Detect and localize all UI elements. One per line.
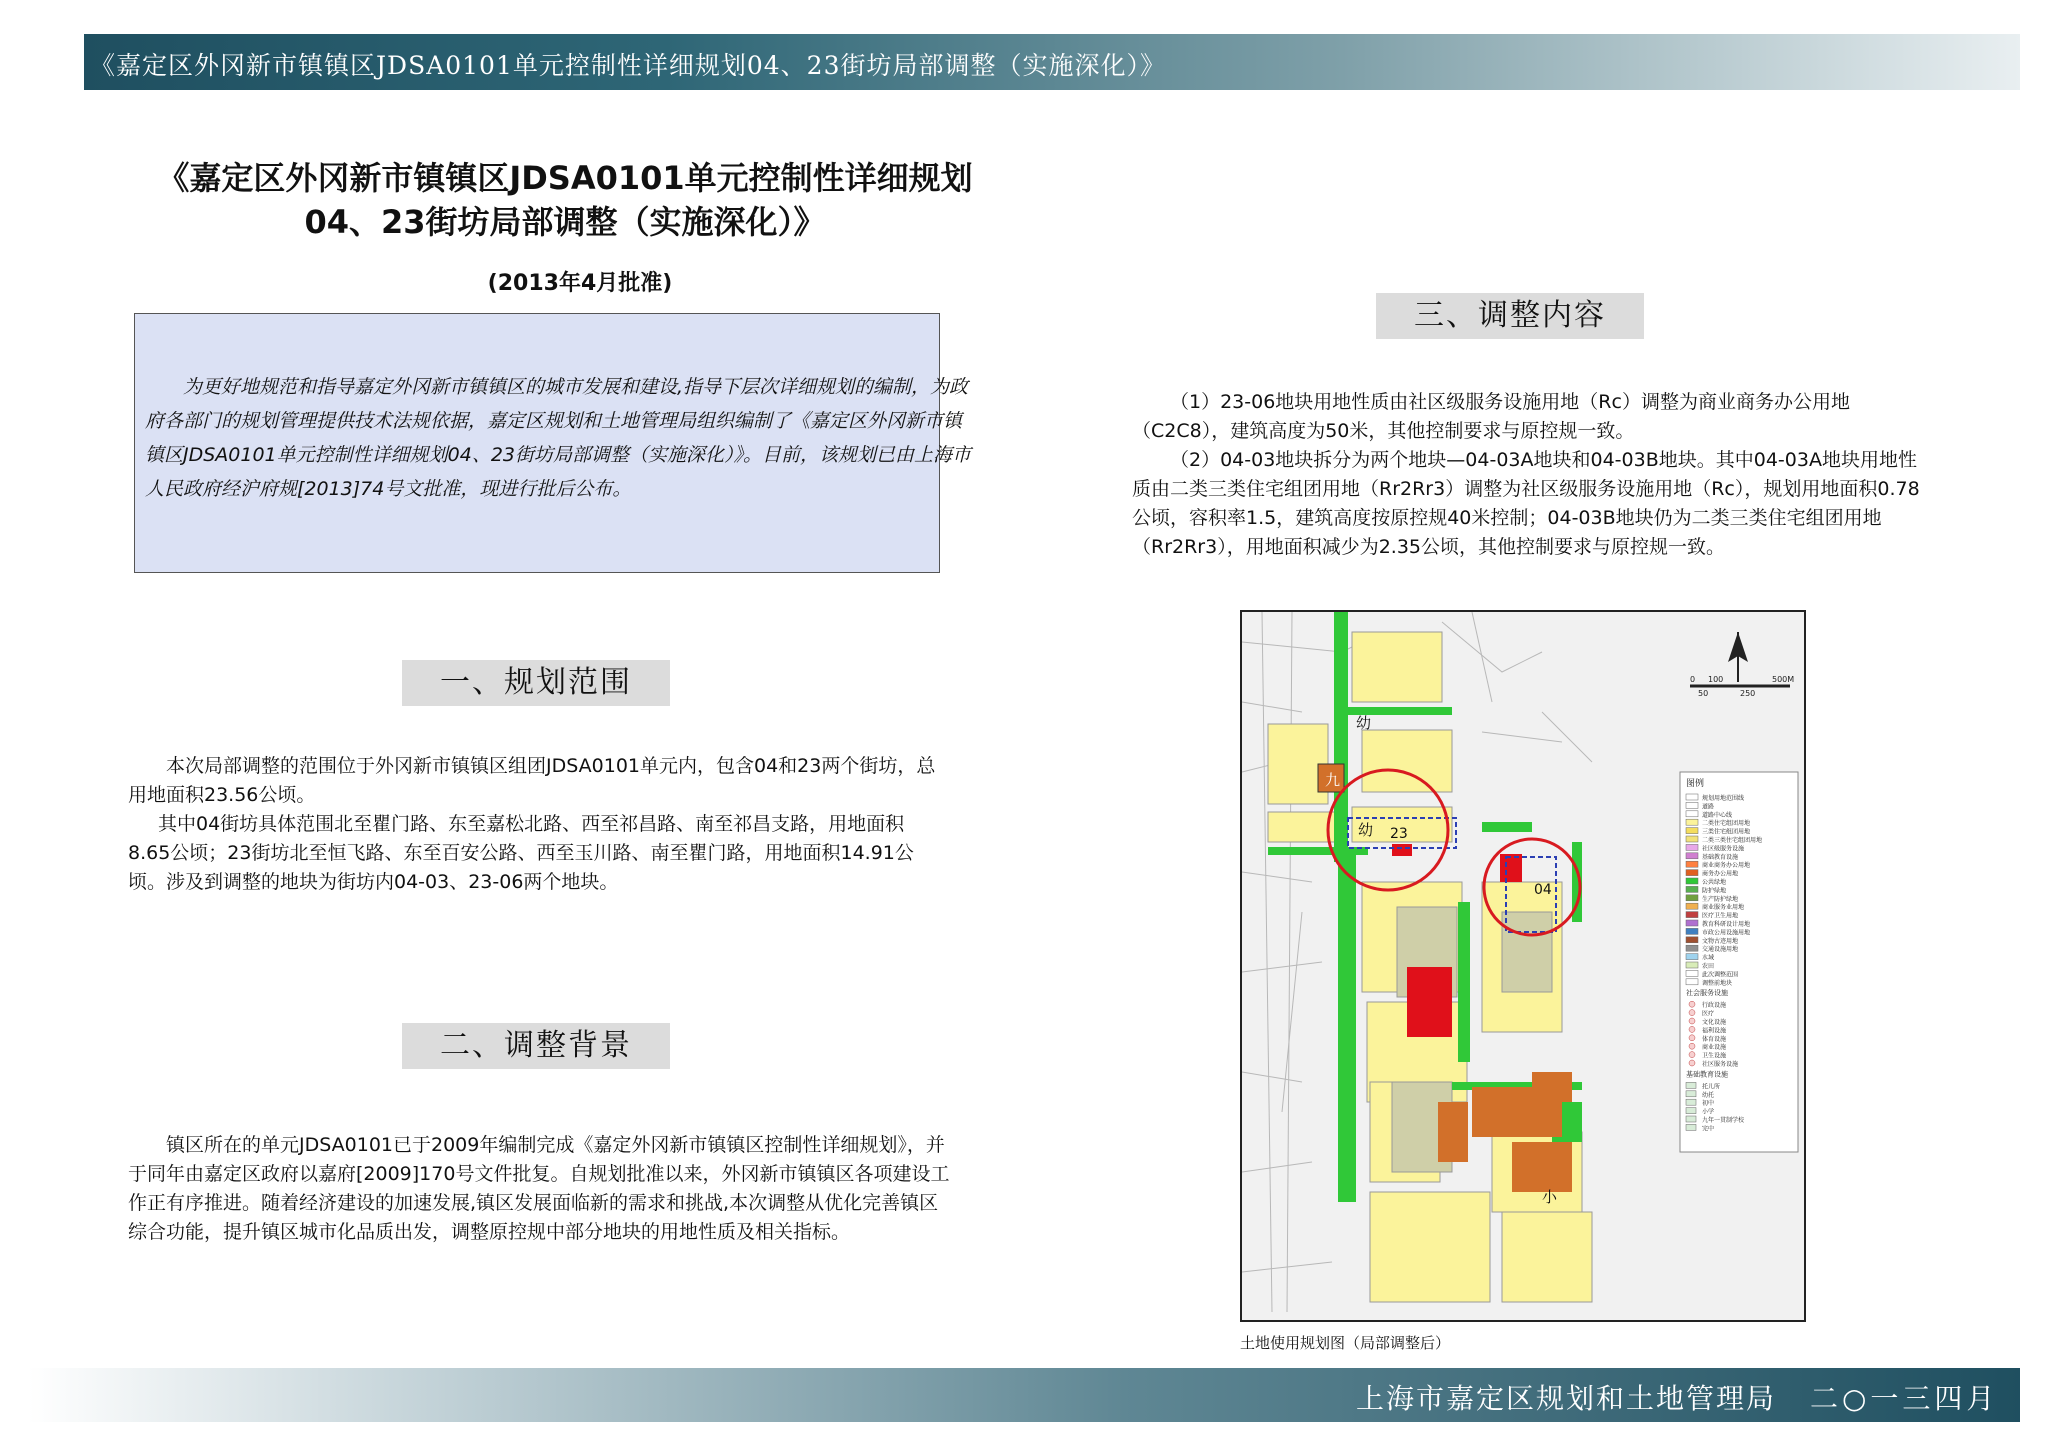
legend-swatch bbox=[1686, 937, 1698, 943]
section-scope-body bbox=[128, 752, 944, 897]
legend-social-symbol bbox=[1689, 1052, 1695, 1058]
legend-swatch bbox=[1686, 962, 1698, 968]
legend-social-label: 卫生设施 bbox=[1702, 1052, 1727, 1060]
section-adjustment-body bbox=[1132, 388, 1932, 562]
scale-label-0: 0 bbox=[1690, 675, 1696, 684]
legend-label: 基础教育设施 bbox=[1702, 853, 1739, 861]
legend-swatch bbox=[1686, 945, 1698, 951]
legend-label: 防护绿地 bbox=[1702, 887, 1727, 895]
legend-social-title: 社会服务设施 bbox=[1686, 989, 1728, 998]
section-heading-adjustment: 三、调整内容 bbox=[1376, 293, 1644, 339]
legend-label: 二类住宅组团用地 bbox=[1702, 820, 1751, 828]
legend-social-label: 体育设施 bbox=[1702, 1035, 1727, 1043]
legend-social-symbol bbox=[1689, 1001, 1695, 1007]
section-background-body bbox=[128, 1131, 950, 1247]
legend-edu-symbol bbox=[1686, 1099, 1696, 1105]
legend-edu-label: 九年一贯制学校 bbox=[1702, 1117, 1745, 1124]
legend-title: 图例 bbox=[1686, 779, 1705, 789]
legend-label: 教育科研设计用地 bbox=[1702, 921, 1751, 928]
map-caption: 土地使用规划图（局部调整后） bbox=[1240, 1334, 1451, 1352]
legend-label: 农田 bbox=[1702, 963, 1715, 970]
legend-label: 规划用地范围线 bbox=[1702, 795, 1745, 802]
legend-edu-label: 托儿所 bbox=[1702, 1083, 1721, 1091]
legend-label: 二类三类住宅组团用地 bbox=[1702, 837, 1763, 844]
legend-swatch bbox=[1686, 802, 1698, 808]
scale-label-100: 100 bbox=[1708, 675, 1724, 684]
legend-edu-label: 完中 bbox=[1702, 1125, 1715, 1133]
legend-swatch bbox=[1686, 954, 1698, 960]
legend-social-symbol bbox=[1689, 1060, 1695, 1066]
legend-social-symbol bbox=[1689, 1018, 1695, 1024]
footer-date: 二○一三四月 bbox=[1810, 1382, 1999, 1415]
title-line-1: 《嘉定区外冈新市镇镇区JDSA0101单元控制性详细规划 bbox=[157, 159, 973, 197]
legend-label: 此次调整范围 bbox=[1702, 971, 1739, 979]
legend-swatch bbox=[1686, 819, 1698, 825]
footer-banner bbox=[28, 1368, 2020, 1422]
legend-swatch bbox=[1686, 870, 1698, 876]
legend-swatch bbox=[1686, 895, 1698, 901]
legend-edu-label: 小学 bbox=[1702, 1108, 1715, 1116]
intro-text: 为更好地规范和指导嘉定外冈新市镇镇区的城市发展和建设,指导下层次详细规划的编制，为政府各部门的规划管理提供技术法规依据，嘉定区规划和土地管理局组织编制了《嘉定区外冈新市镇镇区JDSA0101单元控制性详细规划04、23街坊局部调整（实施深化）》。目前，该规划已由上海市人民政府经沪府规[2013]74号文批准，现进行批后公布。 bbox=[145, 376, 972, 500]
legend-edu-symbol bbox=[1686, 1108, 1696, 1114]
document-title bbox=[140, 156, 990, 244]
legend-label: 公共绿地 bbox=[1702, 879, 1727, 886]
school-label-nine-year: 九 bbox=[1325, 771, 1341, 789]
scope-paragraph-1: 本次局部调整的范围位于外冈新市镇镇区组团JDSA0101单元内，包含04和23两个街坊，总用地面积23.56公顷。 bbox=[128, 755, 936, 806]
legend-swatch bbox=[1686, 844, 1698, 850]
land-use-map-svg bbox=[1242, 612, 1804, 1320]
school-label-kindergarten-1: 幼 bbox=[1356, 714, 1372, 732]
legend-label: 调整前地块 bbox=[1702, 979, 1733, 987]
legend-edu-symbol bbox=[1686, 1082, 1696, 1088]
legend-edu-symbol bbox=[1686, 1124, 1696, 1130]
legend-swatch bbox=[1686, 979, 1698, 985]
legend-swatch bbox=[1686, 811, 1698, 817]
school-label-primary: 小 bbox=[1542, 1188, 1558, 1206]
legend-label: 三类住宅组团用地 bbox=[1702, 828, 1751, 836]
section-heading-background: 二、调整背景 bbox=[402, 1023, 670, 1069]
legend-swatch bbox=[1686, 886, 1698, 892]
legend-swatch bbox=[1686, 836, 1698, 842]
legend-social-label: 文化设施 bbox=[1702, 1019, 1727, 1026]
legend-edu-symbol bbox=[1686, 1091, 1696, 1097]
legend-edu-title: 基础教育设施 bbox=[1686, 1070, 1728, 1079]
block-label-23: 23 bbox=[1390, 826, 1408, 842]
legend-label: 道路中心线 bbox=[1702, 811, 1733, 819]
legend-social-symbol bbox=[1689, 1026, 1695, 1032]
legend-edu-label: 初中 bbox=[1702, 1100, 1715, 1108]
legend-social-label: 福利设施 bbox=[1702, 1027, 1727, 1035]
legend-swatch bbox=[1686, 903, 1698, 909]
legend-swatch bbox=[1686, 878, 1698, 884]
legend-social-label: 医疗 bbox=[1702, 1010, 1715, 1018]
header-banner-text: 《嘉定区外冈新市镇镇区JDSA0101单元控制性详细规划04、23街坊局部调整（实施深化）》 bbox=[90, 51, 1166, 80]
scale-label-50: 50 bbox=[1698, 689, 1709, 698]
legend-label: 商业商务办公用地 bbox=[1702, 862, 1751, 870]
scale-label-500: 500M bbox=[1772, 675, 1795, 684]
legend-swatch bbox=[1686, 828, 1698, 834]
legend-social-label: 商业设施 bbox=[1702, 1044, 1727, 1052]
legend-swatch bbox=[1686, 912, 1698, 918]
header-banner bbox=[84, 34, 2020, 90]
legend-edu-label: 幼托 bbox=[1702, 1091, 1715, 1099]
legend-label: 水域 bbox=[1702, 954, 1715, 962]
legend-social-symbol bbox=[1689, 1035, 1695, 1041]
footer-organization: 上海市嘉定区规划和土地管理局 bbox=[1356, 1382, 1777, 1415]
legend-label: 道路 bbox=[1702, 803, 1715, 811]
legend-label: 生产防护绿地 bbox=[1702, 895, 1739, 903]
approval-date: (2013年4月批准) bbox=[487, 271, 673, 296]
adjustment-paragraph-2: （2）04-03地块拆分为两个地块—04-03A地块和04-03B地块。其中04-03A地块用地性质由二类三类住宅组团用地（Rr2Rr3）调整为社区级服务设施用地（Rc），规划用地面积0.78公顷，容积率1.5，建筑高度按原控规40米控制；04-03B地块仍为二类三类住宅组团用地（Rr2Rr3），用地面积减少为2.35公顷，其他控制要求与原控规一致。 bbox=[1132, 449, 1920, 558]
legend-swatch bbox=[1686, 928, 1698, 934]
legend-social-label: 行政设施 bbox=[1702, 1002, 1727, 1010]
adjustment-paragraph-1: （1）23-06地块用地性质由社区级服务设施用地（Rc）调整为商业商务办公用地（C2C8），建筑高度为50米，其他控制要求与原控规一致。 bbox=[1132, 391, 1850, 442]
legend-label: 社区级服务设施 bbox=[1702, 845, 1745, 853]
legend-social-label: 社区服务设施 bbox=[1702, 1061, 1739, 1068]
legend-label: 文物古迹用地 bbox=[1702, 937, 1739, 945]
block-label-04: 04 bbox=[1534, 882, 1552, 898]
legend-swatch bbox=[1686, 853, 1698, 859]
legend-swatch bbox=[1686, 920, 1698, 926]
legend-social-symbol bbox=[1689, 1043, 1695, 1049]
background-paragraph-1: 镇区所在的单元JDSA0101已于2009年编制完成《嘉定外冈新市镇镇区控制性详细规划》，并于同年由嘉定区政府以嘉府[2009]170号文件批复。自规划批准以来，外冈新市镇镇区各项建设工作正有序推进。随着经济建设的加速发展,镇区发展面临新的需求和挑战,本次调整从优化完善镇区综合功能，提升镇区城市化品质出发，调整原控规中部分地块的用地性质及相关指标。 bbox=[128, 1134, 950, 1243]
legend-swatch bbox=[1686, 970, 1698, 976]
legend-label: 商业服务业用地 bbox=[1702, 904, 1745, 912]
title-line-2: 04、23街坊局部调整（实施深化）》 bbox=[304, 203, 826, 241]
section-heading-scope: 一、规划范围 bbox=[402, 660, 670, 706]
scale-label-250: 250 bbox=[1740, 689, 1756, 698]
legend-swatch bbox=[1686, 861, 1698, 867]
scope-paragraph-2: 其中04街坊具体范围北至瞿门路、东至嘉松北路、西至祁昌路、南至祁昌支路，用地面积8.65公顷；23街坊北至恒飞路、东至百安公路、西至玉川路、南至瞿门路，用地面积14.91公顷。涉及到调整的地块为街坊内04-03、23-06两个地块。 bbox=[128, 813, 914, 893]
legend-swatch bbox=[1686, 794, 1698, 800]
land-use-map bbox=[1240, 610, 1806, 1322]
legend-label: 商务办公用地 bbox=[1702, 870, 1739, 878]
school-label-kindergarten-2: 幼 bbox=[1358, 821, 1374, 839]
legend-label: 交通设施用地 bbox=[1702, 946, 1739, 954]
legend-label: 市政公用设施用地 bbox=[1702, 929, 1751, 937]
intro-box bbox=[134, 313, 972, 573]
legend-label: 医疗卫生用地 bbox=[1702, 912, 1739, 920]
legend-social-symbol bbox=[1689, 1010, 1695, 1016]
legend-edu-symbol bbox=[1686, 1116, 1696, 1122]
